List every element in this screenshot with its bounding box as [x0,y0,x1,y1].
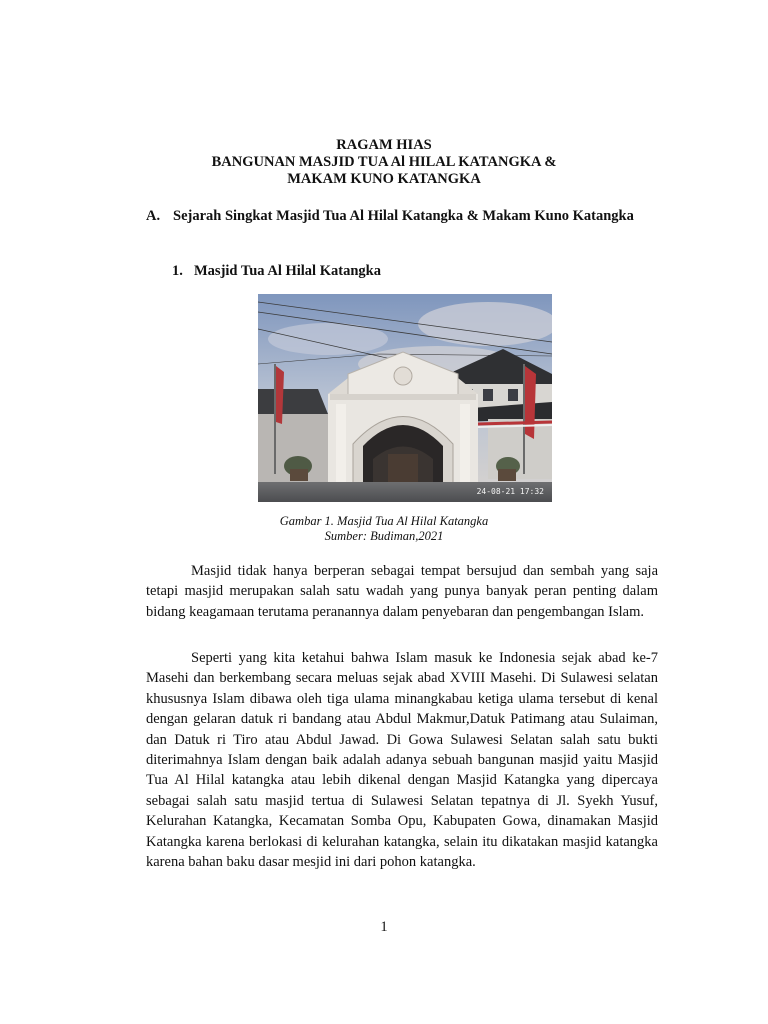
mosque-photo [258,294,552,502]
caption-line-1: Gambar 1. Masjid Tua Al Hilal Katangka [279,514,489,528]
document-title [0,137,768,188]
caption-line-2: Sumber: Budiman,2021 [324,529,444,543]
section-a-heading [146,206,658,226]
title-line-1: RAGAM HIAS [336,137,432,153]
figure-caption [0,514,768,544]
photo-timestamp: 24-08-21 17:32 [476,487,544,496]
section-a-text: Sejarah Singkat Masjid Tua Al Hilal Katangka & Makam Kuno Katangka [173,208,634,224]
title-line-2: BANGUNAN MASJID TUA Al HILAL KATANGKA & [211,154,557,170]
subsection-1-marker: 1. [172,263,183,279]
paragraph-1: Masjid tidak hanya berperan sebagai tempat bersujud dan sembah yang saja tetapi masjid merupakan salah satu wadah yang punya banyak peran penting dalam bidang keagamaan terutama peranannya dalam penyebaran dan pengembangan Islam. [146,563,658,620]
subsection-1-heading [172,262,381,280]
section-a-marker: A. [146,208,161,224]
page-number: 1 [380,919,388,935]
subsection-1-text: Masjid Tua Al Hilal Katangka [194,263,381,279]
title-line-3: MAKAM KUNO KATANGKA [287,171,481,187]
paragraph-2: Seperti yang kita ketahui bahwa Islam masuk ke Indonesia sejak abad ke-7 Masehi dan berkembang secara meluas sejak abad XVIII Masehi. Di Sulawesi selatan khususnya Islam dibawa oleh tiga ulama minangkabau ketiga ulama tersebut di kenal dengan gelaran datuk ri bandang atau Abdul Makmur,Datuk Patimang atau Sulaiman, dan Datuk ri Tiro atau Abdul Jawad. Di Gowa Sulawesi Selatan salah satu bukti diterimahnya Islam dengan baik adalah adanya sebuah bangunan masjid yaitu Masjid Tua Al Hilal katangka atau lebih dikenal dengan Masjid Katangka yang dipercaya sebagai salah satu masjid tertua di Sulawesi Selatan tepatnya di Jl. Syekh Yusuf, Kelurahan Katangka, Kecamatan Somba Opu, Kabupaten Gowa, dinamakan Masjid Katangka karena berlokasi di kelurahan katangka, selain itu dikatakan masjid katangka karena bahan baku dasar mesjid ini dari pohon katangka. [146,650,658,871]
